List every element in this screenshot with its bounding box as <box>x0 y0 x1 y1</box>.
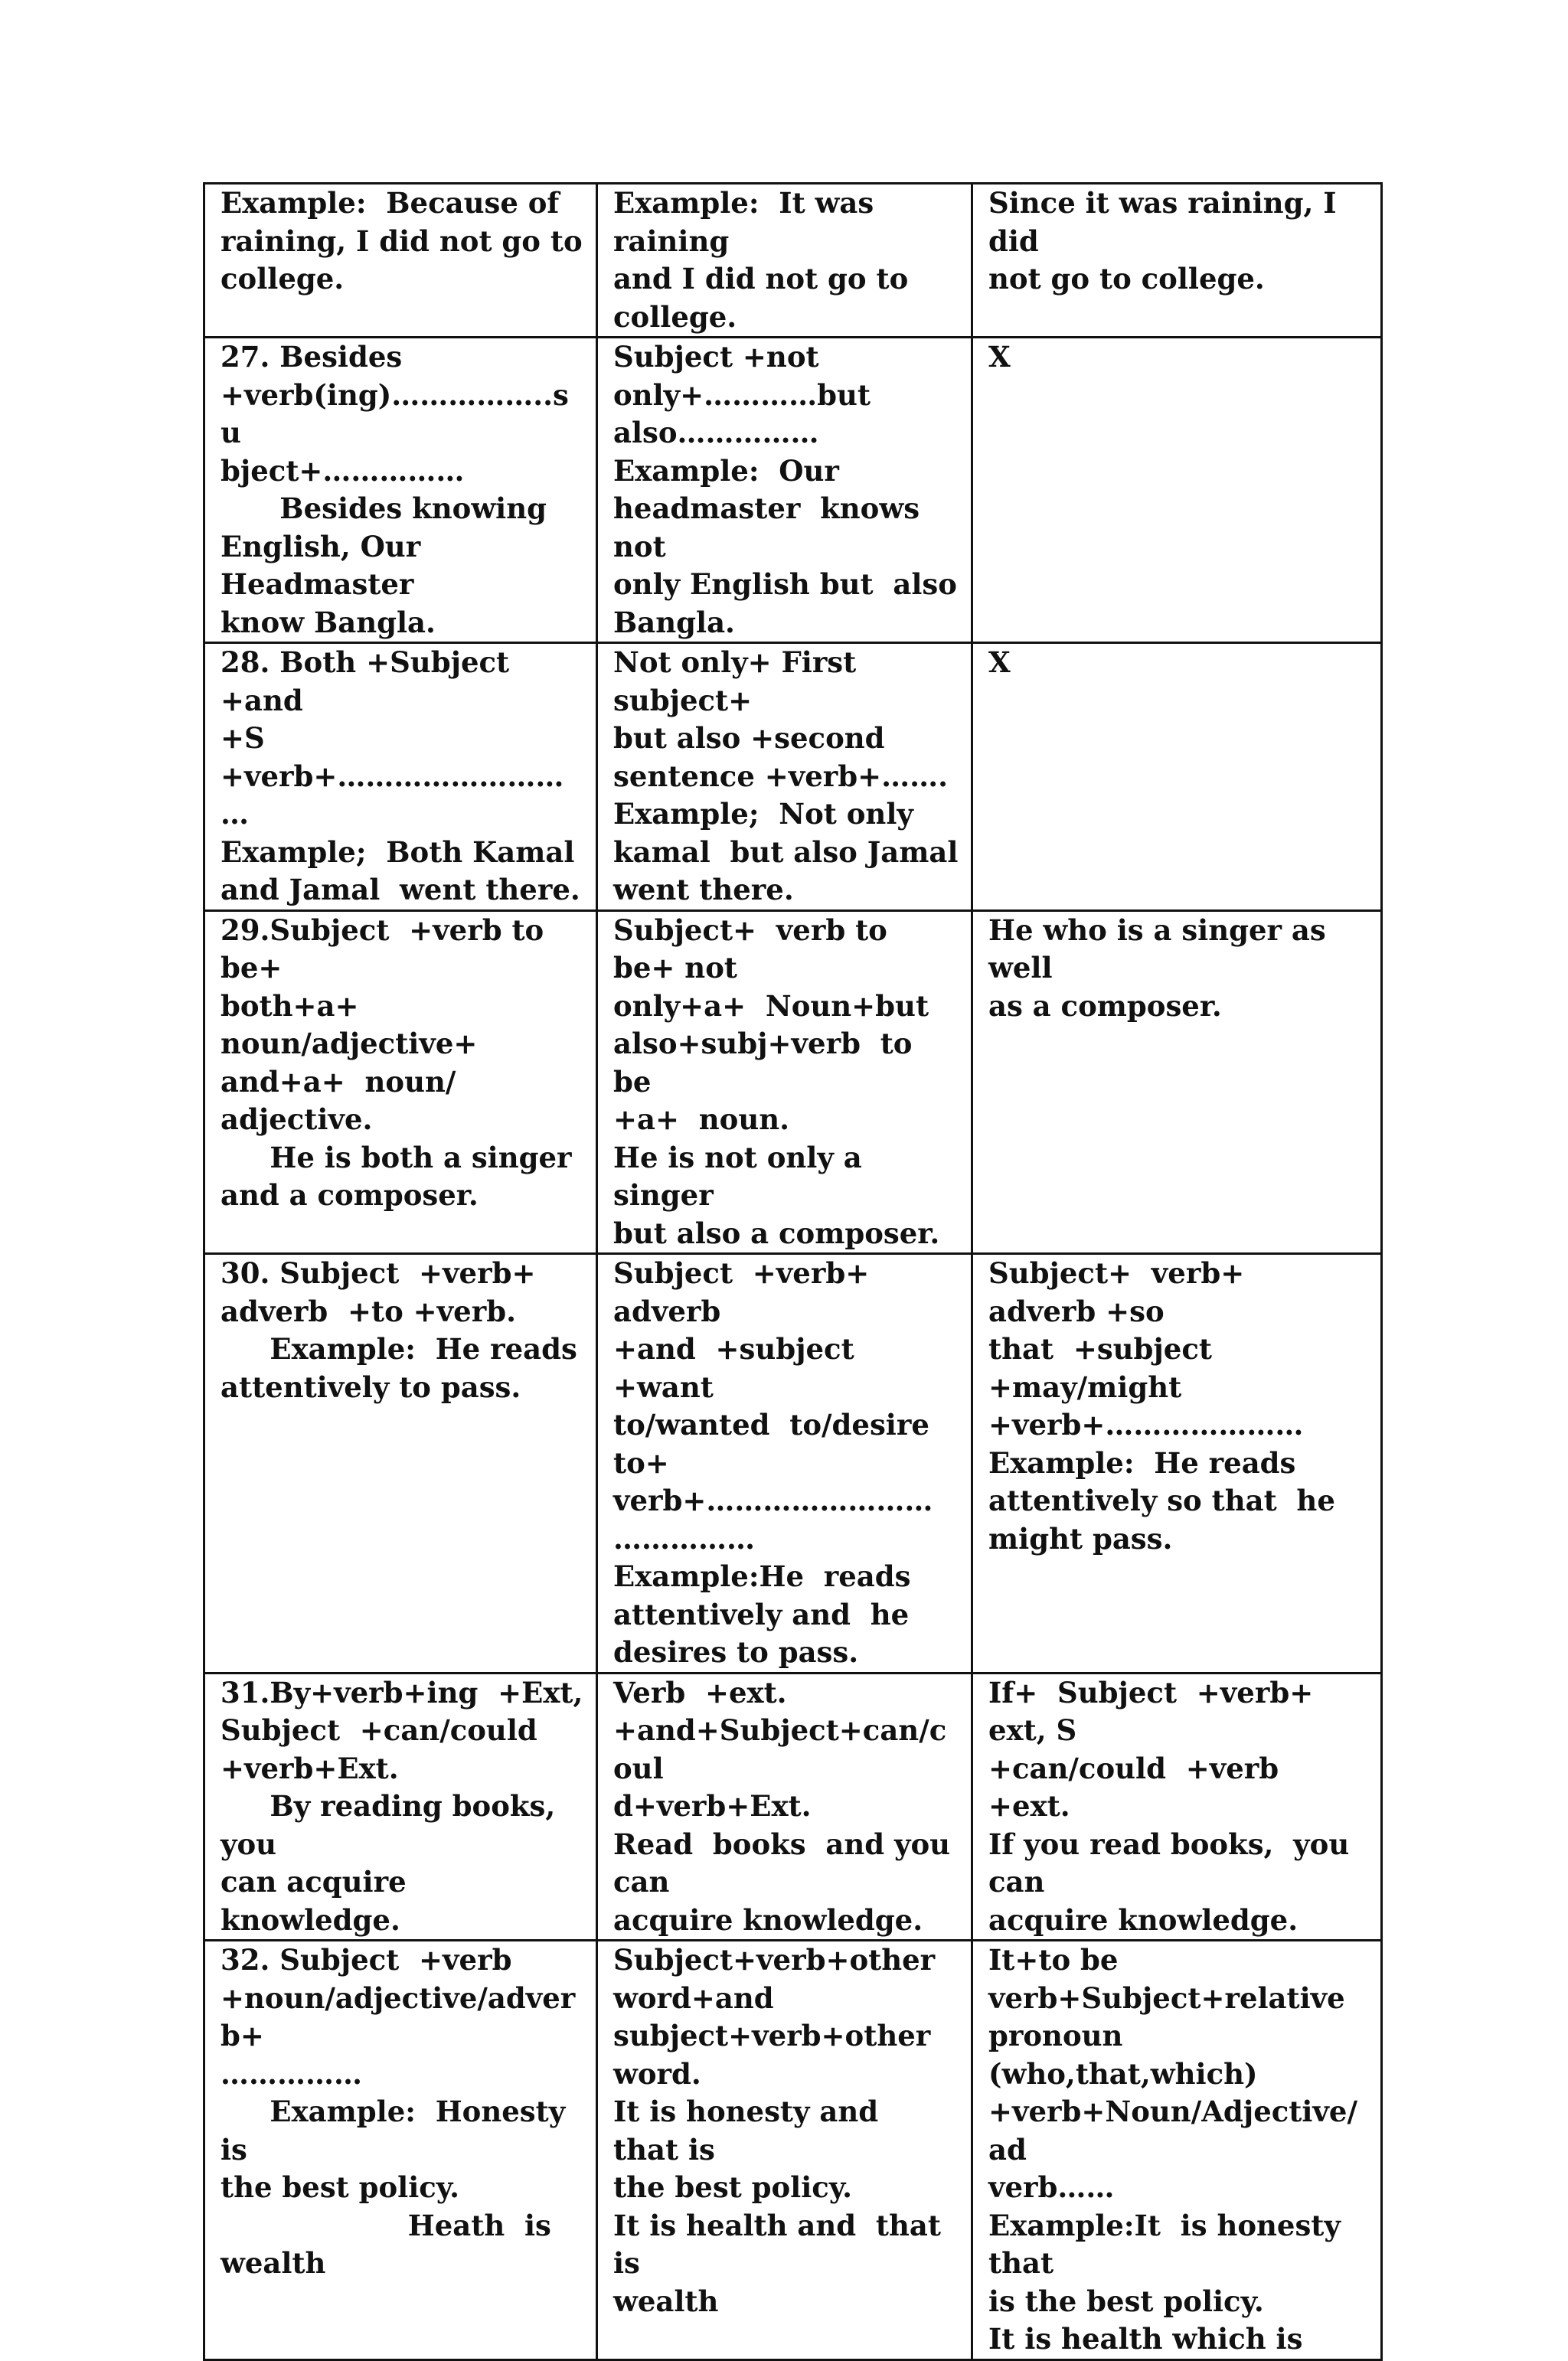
cell-text-line: +verb(ing)……………..su <box>220 377 569 449</box>
cell-text-line: Example:It is honesty that <box>988 2208 1351 2280</box>
cell-text-line: Subject +can/could <box>220 1713 537 1747</box>
cell-text-line: He is not only a singer <box>613 1140 872 1212</box>
cell-text-line: can acquire knowledge. <box>220 1865 416 1937</box>
cell-text-line: +S <box>220 721 265 755</box>
cell-text-line: wealth <box>220 2246 326 2280</box>
cell-text-line: the best policy. <box>613 2170 852 2204</box>
cell-text-line: Heath is <box>220 2208 551 2242</box>
table-cell-1 <box>204 643 597 911</box>
table-row <box>204 910 1382 1254</box>
cell-text-line: Example: He reads <box>220 1332 577 1366</box>
cell-text-line: Subject+ verb to be+ not <box>613 913 897 985</box>
table-body <box>204 184 1382 2360</box>
cell-text-line: that +subject +may/might <box>988 1332 1232 1404</box>
cell-text-line: know Bangla. <box>220 605 436 639</box>
cell-text-line: It is health and that is <box>613 2208 951 2280</box>
cell-text-line: …………… <box>613 1521 755 1556</box>
cell-text-line: Example: Honesty is <box>220 2095 576 2167</box>
cell-text-line: adverb +to +verb. <box>220 1294 516 1328</box>
cell-text-line: d+verb+Ext. <box>613 1789 812 1823</box>
table-cell-3 <box>972 1254 1382 1674</box>
cell-text-line: word+and <box>613 1981 774 2015</box>
cell-text-line: 32. Subject +verb <box>220 1943 512 1977</box>
cell-text-line: Example; Both Kamal <box>220 834 575 869</box>
cell-text-line: word. <box>613 2056 701 2091</box>
table-cell-1 <box>204 338 597 643</box>
cell-text-line: and Jamal went there. <box>220 873 580 906</box>
table-cell-1 <box>204 1673 597 1941</box>
cell-text-line: +verb+Noun/Adjective/ad <box>988 2095 1357 2167</box>
cell-text-line: Example: Because of <box>220 186 560 220</box>
cell-text-line: Subject +verb+ adverb <box>613 1256 889 1328</box>
cell-text-line: and+a+ noun/ adjective. <box>220 1064 466 1136</box>
cell-text-line: Subject+ verb+ adverb +so <box>988 1256 1264 1328</box>
cell-text-line: went there. <box>613 873 794 906</box>
cell-text-line: college. <box>220 262 345 296</box>
table-cell-2 <box>597 184 972 338</box>
cell-text-line: kamal but also Jamal <box>613 834 959 869</box>
cell-text-line: might pass. <box>988 1521 1173 1556</box>
cell-text-line: +noun/adjective/adverb+ <box>220 1981 576 2052</box>
table-cell-2 <box>597 1254 972 1674</box>
cell-text-line: is the best policy. <box>988 2284 1264 2318</box>
cell-text-line: also+subj+verb to be <box>613 1027 923 1099</box>
cell-text-line: verb…… <box>988 2170 1115 2204</box>
table-cell-3 <box>972 910 1382 1254</box>
table-cell-2 <box>597 1673 972 1941</box>
table-cell-2 <box>597 338 972 643</box>
cell-text-line: It is health which is <box>988 2322 1303 2356</box>
cell-text-line: and a composer. <box>220 1178 479 1212</box>
cell-text-line: verb+Subject+relative <box>988 1981 1345 2015</box>
cell-text-line: only+…………but <box>613 377 871 412</box>
cell-text-line: wealth <box>613 2284 719 2318</box>
cell-text-line: subject+verb+other <box>613 2019 931 2052</box>
cell-text-line: attentively so that he <box>988 1484 1335 1517</box>
table-cell-2 <box>597 1941 972 2360</box>
cell-text-line: English, Our Headmaster <box>220 529 431 601</box>
cell-text-line: +and+Subject+can/coul <box>613 1713 947 1785</box>
cell-text-line: +verb+………………… <box>988 1408 1304 1442</box>
cell-text-line: It is honesty and that is <box>613 2095 898 2167</box>
cell-text-line: … <box>220 797 249 831</box>
table-cell-1 <box>204 1254 597 1674</box>
cell-text-line: Bangla. <box>613 605 735 639</box>
cell-text-line: as a composer. <box>988 988 1222 1023</box>
cell-text-line: He who is a singer as well <box>988 913 1336 985</box>
cell-text-line: Example:He reads <box>613 1559 911 1593</box>
cell-text-line: Read books and you can <box>613 1827 960 1899</box>
cell-text-line: Example: He reads <box>988 1445 1296 1480</box>
cell-text-line: bject+…………… <box>220 453 465 488</box>
table-cell-3 <box>972 1673 1382 1941</box>
cell-text-line: Example; Not only <box>613 797 913 831</box>
cell-text-line: headmaster knows not <box>613 491 929 563</box>
cell-text-line: Subject+verb+other <box>613 1943 936 1977</box>
cell-text-line: X <box>988 645 1011 679</box>
cell-text-line: If you read books, you can <box>988 1827 1360 1899</box>
table-row <box>204 1254 1382 1674</box>
table-cell-1 <box>204 184 597 338</box>
cell-text-line: Verb +ext. <box>613 1675 787 1710</box>
cell-text-line: and I did not go to <box>613 262 909 296</box>
cell-text-line: +a+ noun. <box>613 1102 790 1136</box>
cell-text-line: only+a+ Noun+but <box>613 988 929 1023</box>
cell-text-line: 28. Both +Subject +and <box>220 645 529 717</box>
cell-text-line: Example: It was raining <box>613 186 884 258</box>
cell-text-line: 29.Subject +verb to be+ <box>220 913 554 985</box>
table-cell-3 <box>972 643 1382 911</box>
cell-text-line: acquire knowledge. <box>613 1902 923 1937</box>
cell-text-line: Since it was raining, I did <box>988 186 1347 258</box>
cell-text-line: desires to pass. <box>613 1635 859 1669</box>
cell-text-line: acquire knowledge. <box>988 1902 1298 1937</box>
cell-text-line: It+to be <box>988 1943 1119 1977</box>
cell-text-line: raining, I did not go to <box>220 224 583 258</box>
table-cell-1 <box>204 910 597 1254</box>
cell-text-line: 27. Besides <box>220 340 403 374</box>
cell-text-line: …………… <box>220 2056 362 2091</box>
cell-text-line: 30. Subject +verb+ <box>220 1256 536 1290</box>
table-cell-3 <box>972 184 1382 338</box>
cell-text-line: not go to college. <box>988 262 1265 296</box>
cell-text-line: Besides knowing <box>220 491 547 525</box>
cell-text-line: pronoun (who,that,which) <box>988 2019 1258 2091</box>
cell-text-line: +and +subject +want <box>613 1332 874 1404</box>
cell-text-line: 31.By+verb+ing +Ext, <box>220 1675 583 1710</box>
cell-text-line: college. <box>613 299 737 334</box>
cell-text-line: both+a+ noun/adjective+ <box>220 988 478 1060</box>
table-row <box>204 338 1382 643</box>
cell-text-line: Subject +not <box>613 340 819 374</box>
cell-text-line: If+ Subject +verb+ ext, S <box>988 1675 1333 1747</box>
cell-text-line: +can/could +verb +ext. <box>988 1751 1289 1823</box>
cell-text-line: +verb+…………………… <box>220 759 564 793</box>
cell-text-line: the best policy. <box>220 2170 459 2204</box>
table-row <box>204 1941 1382 2360</box>
table-cell-3 <box>972 338 1382 643</box>
cell-text-line: also…………… <box>613 416 819 449</box>
cell-text-line: sentence +verb+……. <box>613 759 949 793</box>
cell-text-line: +verb+Ext. <box>220 1751 399 1785</box>
sentence-transformation-table <box>203 182 1383 2361</box>
cell-text-line: verb+…………………… <box>613 1484 933 1517</box>
table-cell-2 <box>597 910 972 1254</box>
cell-text-line: but also +second <box>613 721 885 755</box>
cell-text-line: attentively to pass. <box>220 1370 521 1404</box>
table-row <box>204 184 1382 338</box>
table-cell-1 <box>204 1941 597 2360</box>
cell-text-line: Example: Our <box>613 453 839 488</box>
cell-text-line: X <box>988 340 1011 374</box>
cell-text-line: By reading books, you <box>220 1789 566 1861</box>
table-cell-2 <box>597 643 972 911</box>
cell-text-line: Not only+ First subject+ <box>613 645 867 717</box>
table-cell-3 <box>972 1941 1382 2360</box>
cell-text-line: only English but also <box>613 567 957 601</box>
cell-text-line: attentively and he <box>613 1597 910 1631</box>
cell-text-line: He is both a singer <box>220 1140 572 1174</box>
table-row <box>204 1673 1382 1941</box>
cell-text-line: but also a composer. <box>613 1216 940 1250</box>
table-row <box>204 643 1382 911</box>
cell-text-line: to/wanted to/desire to+ <box>613 1408 939 1480</box>
